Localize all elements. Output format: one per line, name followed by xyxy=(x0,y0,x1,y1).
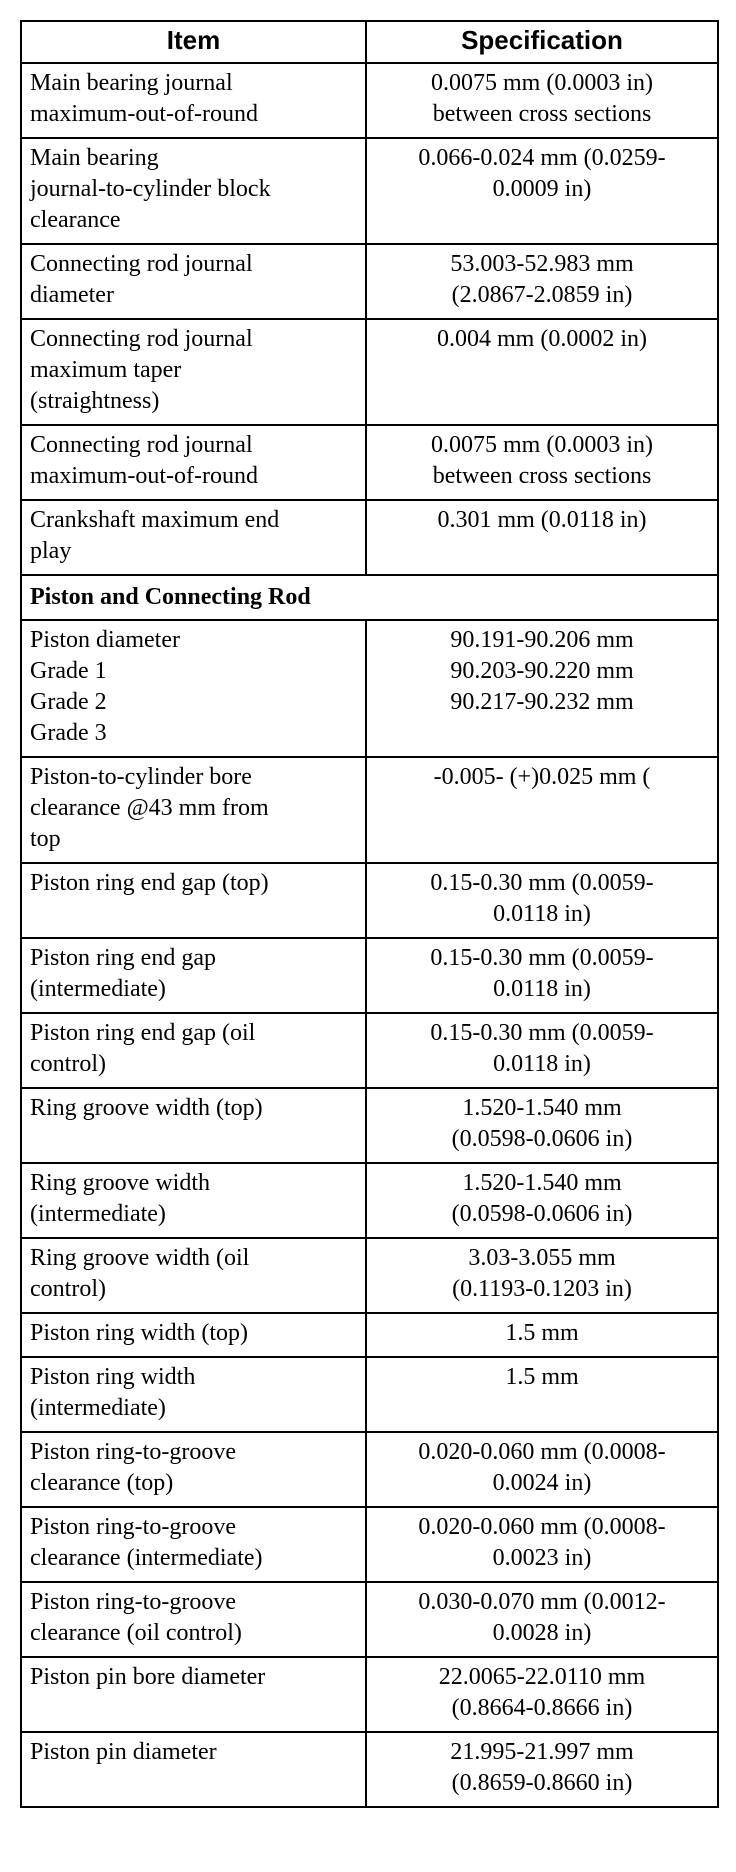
item-cell xyxy=(21,1163,366,1238)
item-text: Piston pin diameter xyxy=(30,1739,217,1765)
table-row xyxy=(21,244,718,319)
item-cell xyxy=(21,1582,366,1657)
item-text: (intermediate) xyxy=(30,976,166,1002)
specification-text: 0.020-0.060 mm (0.0008- xyxy=(418,1514,666,1540)
specification-cell xyxy=(366,1732,718,1807)
item-text: Piston ring end gap (oil xyxy=(30,1020,256,1046)
table-row xyxy=(21,1313,718,1357)
table-row xyxy=(21,319,718,425)
item-cell xyxy=(21,1507,366,1582)
item-text: Piston ring width (top) xyxy=(30,1320,249,1346)
specification-cell xyxy=(366,1163,718,1238)
table-row xyxy=(21,1657,718,1732)
item-text: Piston ring-to-groove xyxy=(30,1514,236,1540)
item-text: Piston pin bore diameter xyxy=(30,1664,266,1690)
specification-text: 0.020-0.060 mm (0.0008- xyxy=(418,1439,666,1465)
specification-cell xyxy=(366,1238,718,1313)
table-row xyxy=(21,1088,718,1163)
specification-text: 1.5 mm xyxy=(505,1320,579,1346)
item-cell xyxy=(21,1657,366,1732)
item-text: maximum-out-of-round xyxy=(30,463,258,489)
item-text: (straightness) xyxy=(30,388,160,414)
specification-text: 0.0075 mm (0.0003 in) xyxy=(431,70,653,96)
item-text: Piston ring width xyxy=(30,1364,196,1390)
specification-cell xyxy=(366,500,718,575)
specification-text: 0.15-0.30 mm (0.0059- xyxy=(430,1020,654,1046)
item-text: clearance (top) xyxy=(30,1470,174,1496)
specification-text: 0.15-0.30 mm (0.0059- xyxy=(430,945,654,971)
table-row xyxy=(21,863,718,938)
specification-text: -0.005- (+)0.025 mm ( xyxy=(433,764,651,790)
item-text: Piston ring-to-groove xyxy=(30,1589,236,1615)
specification-cell xyxy=(366,63,718,138)
item-text: Grade 3 xyxy=(30,720,107,746)
specification-cell xyxy=(366,319,718,425)
item-cell xyxy=(21,500,366,575)
item-text: maximum taper xyxy=(30,357,182,383)
item-text: Ring groove width xyxy=(30,1170,210,1196)
table-row xyxy=(21,500,718,575)
specification-text: 0.0075 mm (0.0003 in) xyxy=(431,432,653,458)
item-cell xyxy=(21,1238,366,1313)
table-row xyxy=(21,1163,718,1238)
item-cell xyxy=(21,938,366,1013)
item-text: Piston ring-to-groove xyxy=(30,1439,236,1465)
specification-text: (0.8659-0.8660 in) xyxy=(451,1770,633,1796)
item-cell xyxy=(21,244,366,319)
specification-cell xyxy=(366,138,718,244)
specification-cell xyxy=(366,863,718,938)
item-text: Piston-to-cylinder bore xyxy=(30,764,252,790)
table-body xyxy=(21,63,718,1807)
specification-text: between cross sections xyxy=(432,101,652,127)
table-row xyxy=(21,1238,718,1313)
table-row xyxy=(21,138,718,244)
table-row xyxy=(21,1357,718,1432)
specification-cell xyxy=(366,620,718,757)
item-text: Grade 2 xyxy=(30,689,107,715)
spec-table-container xyxy=(20,20,717,1808)
item-text: Main bearing xyxy=(30,145,159,171)
item-cell xyxy=(21,63,366,138)
table-row xyxy=(21,757,718,863)
item-text: (intermediate) xyxy=(30,1201,166,1227)
item-text: Piston ring end gap (top) xyxy=(30,870,269,896)
header-specification: Specification xyxy=(366,21,718,63)
item-cell xyxy=(21,319,366,425)
specification-text: (0.1193-0.1203 in) xyxy=(452,1276,632,1302)
specification-cell xyxy=(366,938,718,1013)
specification-text: 0.004 mm (0.0002 in) xyxy=(437,326,647,352)
item-text: clearance (intermediate) xyxy=(30,1545,263,1571)
item-text: diameter xyxy=(30,282,114,308)
item-cell xyxy=(21,1013,366,1088)
item-cell xyxy=(21,1313,366,1357)
specification-text: 0.0009 in) xyxy=(492,176,592,202)
specification-text: (0.0598-0.0606 in) xyxy=(451,1126,633,1152)
specification-cell xyxy=(366,1582,718,1657)
specification-cell xyxy=(366,1432,718,1507)
table-row xyxy=(21,1732,718,1807)
specification-text: 0.0118 in) xyxy=(493,1051,591,1077)
specification-text: 0.0028 in) xyxy=(492,1620,592,1646)
section-heading: Piston and Connecting Rod xyxy=(21,575,718,620)
specification-text: 90.191-90.206 mm xyxy=(450,627,634,653)
specification-text: 0.030-0.070 mm (0.0012- xyxy=(418,1589,666,1615)
specification-text: (0.8664-0.8666 in) xyxy=(451,1695,633,1721)
item-text: Ring groove width (top) xyxy=(30,1095,263,1121)
specification-cell xyxy=(366,425,718,500)
item-text: Connecting rod journal xyxy=(30,251,253,277)
table-row xyxy=(21,620,718,757)
table-row xyxy=(21,425,718,500)
item-text: Piston ring end gap xyxy=(30,945,216,971)
item-cell xyxy=(21,863,366,938)
specification-text: 1.520-1.540 mm xyxy=(462,1095,622,1121)
item-text: Grade 1 xyxy=(30,658,107,684)
specification-text: 90.203-90.220 mm xyxy=(450,658,634,684)
specification-text: 0.066-0.024 mm (0.0259- xyxy=(418,145,666,171)
specification-text: (2.0867-2.0859 in) xyxy=(451,282,633,308)
specification-text: 53.003-52.983 mm xyxy=(450,251,634,277)
item-cell xyxy=(21,425,366,500)
item-text: Main bearing journal xyxy=(30,70,233,96)
specification-cell xyxy=(366,1313,718,1357)
table-row xyxy=(21,63,718,138)
specification-cell xyxy=(366,1657,718,1732)
item-text: Connecting rod journal xyxy=(30,326,253,352)
specification-text: (0.0598-0.0606 in) xyxy=(451,1201,633,1227)
specification-cell xyxy=(366,244,718,319)
item-cell xyxy=(21,1732,366,1807)
item-text: top xyxy=(30,826,61,852)
specification-text: 0.0118 in) xyxy=(493,976,591,1002)
item-cell xyxy=(21,757,366,863)
table-row xyxy=(21,1582,718,1657)
specification-text: 3.03-3.055 mm xyxy=(468,1245,616,1271)
section-row xyxy=(21,575,718,620)
item-cell xyxy=(21,1088,366,1163)
item-cell xyxy=(21,620,366,757)
item-text: clearance (oil control) xyxy=(30,1620,242,1646)
item-text: Ring groove width (oil xyxy=(30,1245,250,1271)
item-text: Crankshaft maximum end xyxy=(30,507,280,533)
table-row xyxy=(21,1013,718,1088)
item-text: maximum-out-of-round xyxy=(30,101,258,127)
specification-text: 0.0023 in) xyxy=(492,1545,592,1571)
specification-text: 1.5 mm xyxy=(505,1364,579,1390)
table-row xyxy=(21,938,718,1013)
header-row xyxy=(21,21,718,63)
header-item: Item xyxy=(21,21,366,63)
specification-text: 0.0118 in) xyxy=(493,901,591,927)
specification-cell xyxy=(366,1357,718,1432)
item-text: Connecting rod journal xyxy=(30,432,253,458)
specification-text: 1.520-1.540 mm xyxy=(462,1170,622,1196)
item-cell xyxy=(21,1357,366,1432)
specification-text: 22.0065-22.0110 mm xyxy=(438,1664,646,1690)
specification-text: 0.0024 in) xyxy=(492,1470,592,1496)
specification-cell xyxy=(366,757,718,863)
item-text: Piston diameter xyxy=(30,627,180,653)
specification-text: between cross sections xyxy=(432,463,652,489)
specification-cell xyxy=(366,1507,718,1582)
item-text: control) xyxy=(30,1051,106,1077)
item-cell xyxy=(21,1432,366,1507)
item-text: (intermediate) xyxy=(30,1395,166,1421)
item-text: control) xyxy=(30,1276,106,1302)
specification-cell xyxy=(366,1013,718,1088)
item-text: journal-to-cylinder block xyxy=(30,176,271,202)
specification-text: 90.217-90.232 mm xyxy=(450,689,634,715)
item-cell xyxy=(21,138,366,244)
specification-table xyxy=(20,20,719,1808)
table-row xyxy=(21,1432,718,1507)
table-row xyxy=(21,1507,718,1582)
item-text: play xyxy=(30,538,72,564)
specification-text: 0.301 mm (0.0118 in) xyxy=(437,507,647,533)
item-text: clearance xyxy=(30,207,121,233)
item-text: clearance @43 mm from xyxy=(30,795,269,821)
specification-text: 0.15-0.30 mm (0.0059- xyxy=(430,870,654,896)
specification-text: 21.995-21.997 mm xyxy=(450,1739,634,1765)
specification-cell xyxy=(366,1088,718,1163)
